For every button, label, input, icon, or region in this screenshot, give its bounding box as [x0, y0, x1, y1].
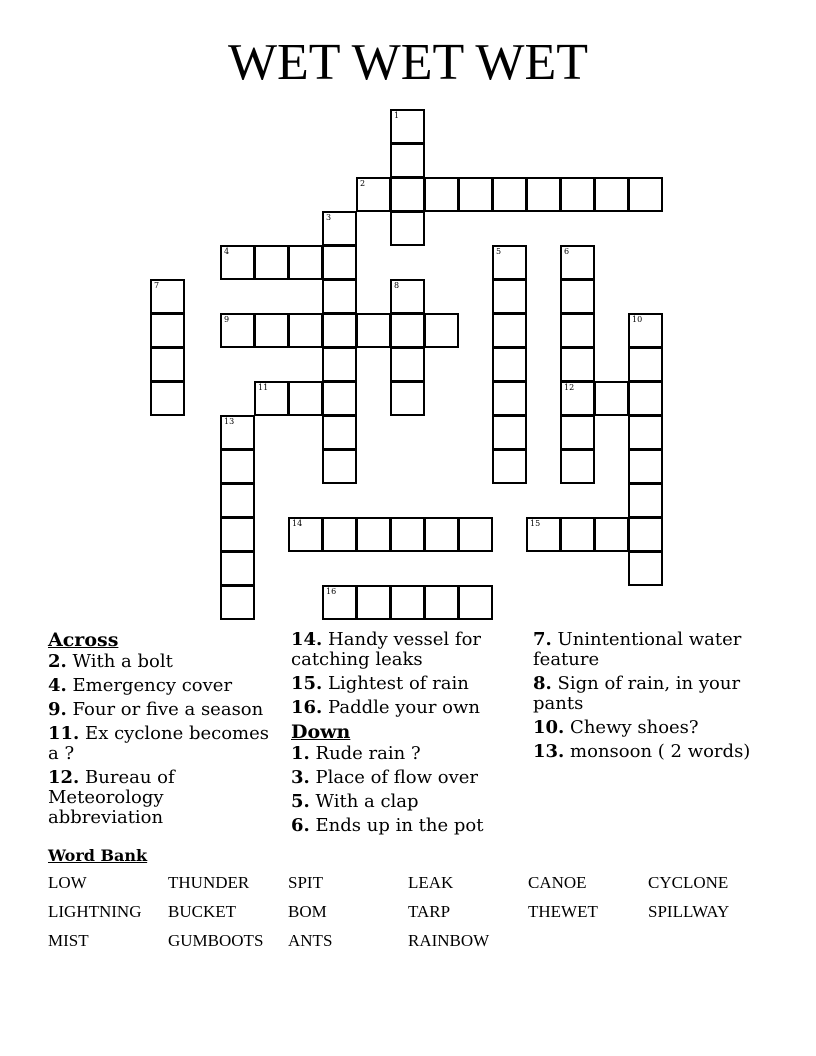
clue [48, 652, 284, 672]
grid-cell[interactable] [390, 585, 425, 620]
grid-cell[interactable] [424, 517, 459, 552]
word-bank-item: CYCLONE [648, 873, 729, 892]
clue-number: 8 [394, 281, 400, 290]
clue-number: 1 [394, 111, 400, 120]
grid-cell[interactable] [628, 483, 663, 518]
grid-cell[interactable] [390, 347, 425, 382]
clue-text: With a clap [309, 791, 419, 812]
grid-cell[interactable] [322, 279, 357, 314]
grid-cell[interactable] [220, 517, 255, 552]
clue-text: Paddle your own [322, 697, 481, 718]
clue-number: 16. [291, 697, 323, 718]
word-bank-item: GUMBOOTS [168, 931, 264, 950]
grid-cell[interactable] [560, 517, 595, 552]
grid-cell[interactable] [424, 177, 459, 212]
grid-cell[interactable] [594, 381, 629, 416]
word-bank-item: SPIT [288, 873, 323, 892]
clue-number: 15. [291, 673, 323, 694]
clue-number: 4. [48, 675, 67, 696]
grid-cell[interactable] [492, 415, 527, 450]
grid-cell[interactable] [356, 313, 391, 348]
clue-number: 4 [224, 247, 230, 256]
clue-number: 8. [533, 673, 552, 694]
grid-cell[interactable] [322, 381, 357, 416]
grid-cell[interactable] [288, 245, 323, 280]
grid-cell[interactable] [220, 551, 255, 586]
grid-cell[interactable] [254, 381, 289, 416]
clue-text: Ends up in the pot [309, 815, 484, 836]
grid-cell[interactable] [390, 143, 425, 178]
clue-text: Chewy shoes? [564, 717, 699, 738]
grid-cell[interactable] [628, 415, 663, 450]
clue [533, 718, 769, 738]
clue [291, 792, 511, 812]
clue-number: 7 [154, 281, 160, 290]
clue-text: Unintentional water feature [533, 629, 742, 670]
grid-cell[interactable] [390, 177, 425, 212]
clue-number: 5. [291, 791, 310, 812]
grid-cell[interactable] [560, 415, 595, 450]
grid-cell[interactable] [220, 483, 255, 518]
down-clues-col3 [533, 630, 769, 766]
clue-number: 9 [224, 315, 230, 324]
grid-cell[interactable] [322, 211, 357, 246]
grid-cell[interactable] [492, 381, 527, 416]
clue [48, 676, 284, 696]
clue-number: 14 [292, 519, 303, 528]
grid-cell[interactable] [560, 347, 595, 382]
grid-cell[interactable] [390, 279, 425, 314]
grid-cell[interactable] [628, 347, 663, 382]
grid-cell[interactable] [254, 313, 289, 348]
grid-cell[interactable] [220, 245, 255, 280]
grid-cell[interactable] [220, 585, 255, 620]
grid-cell[interactable] [492, 449, 527, 484]
grid-cell[interactable] [356, 585, 391, 620]
grid-cell[interactable] [492, 313, 527, 348]
grid-cell[interactable] [322, 347, 357, 382]
clue-number: 9. [48, 699, 67, 720]
clue [291, 816, 511, 836]
grid-cell[interactable] [390, 517, 425, 552]
grid-cell[interactable] [288, 381, 323, 416]
clues-col2 [291, 630, 511, 840]
clue-number: 1. [291, 743, 310, 764]
clue-number: 11 [258, 383, 269, 392]
grid-cell[interactable] [322, 415, 357, 450]
grid-cell[interactable] [390, 109, 425, 144]
grid-cell[interactable] [150, 381, 185, 416]
grid-cell[interactable] [560, 313, 595, 348]
grid-cell[interactable] [628, 551, 663, 586]
grid-cell[interactable] [526, 177, 561, 212]
clue-number: 6. [291, 815, 310, 836]
clue-text: Bureau of Meteorology abbreviation [48, 767, 175, 828]
clue [533, 742, 769, 762]
grid-cell[interactable] [322, 245, 357, 280]
word-bank-item: RAINBOW [408, 931, 490, 950]
word-bank-item: MIST [48, 931, 89, 950]
word-bank-item: SPILLWAY [648, 902, 730, 921]
grid-cell[interactable] [390, 313, 425, 348]
grid-cell[interactable] [220, 313, 255, 348]
grid-cell[interactable] [288, 517, 323, 552]
clue-number: 15 [530, 519, 541, 528]
grid-cell[interactable] [424, 585, 459, 620]
clue-number: 5 [496, 247, 502, 256]
grid-cell[interactable] [356, 517, 391, 552]
grid-cell[interactable] [628, 313, 663, 348]
clue [291, 630, 511, 670]
clue [291, 768, 511, 788]
clue-number: 14. [291, 629, 323, 650]
clue-number: 16 [326, 587, 337, 596]
clue-text: With a bolt [66, 651, 173, 672]
clue [291, 674, 511, 694]
word-bank-item: CANOE [528, 873, 587, 892]
clue [533, 674, 769, 714]
grid-cell[interactable] [424, 313, 459, 348]
clue-number: 12. [48, 767, 80, 788]
clue-text: monsoon ( 2 words) [564, 741, 751, 762]
grid-cell[interactable] [322, 313, 357, 348]
grid-cell[interactable] [628, 177, 663, 212]
clue [291, 698, 511, 718]
grid-cell[interactable] [322, 449, 357, 484]
grid-cell[interactable] [560, 381, 595, 416]
grid-cell[interactable] [628, 381, 663, 416]
grid-cell[interactable] [492, 279, 527, 314]
grid-cell[interactable] [458, 585, 493, 620]
grid-cell[interactable] [560, 177, 595, 212]
word-bank-item: TARP [408, 902, 451, 921]
grid-cell[interactable] [492, 245, 527, 280]
grid-cell[interactable] [458, 517, 493, 552]
word-bank-item: THEWET [528, 902, 598, 921]
grid-cell[interactable] [526, 517, 561, 552]
clue-number: 2. [48, 651, 67, 672]
clue-number: 2 [360, 179, 366, 188]
word-bank-item: BUCKET [168, 902, 236, 921]
clue-number: 12 [564, 383, 575, 392]
grid-cell[interactable] [288, 313, 323, 348]
word-bank-item: LEAK [408, 873, 454, 892]
clue-number: 3. [291, 767, 310, 788]
grid-cell[interactable] [356, 177, 391, 212]
clue-text: Place of flow over [309, 767, 479, 788]
clue-text: Four or five a season [66, 699, 264, 720]
across-clues-col1 [48, 630, 284, 832]
clue-text: Lightest of rain [322, 673, 469, 694]
across-heading: Across [48, 629, 119, 651]
puzzle-title: WET WET WET [227, 34, 589, 91]
grid-cell[interactable] [492, 347, 527, 382]
clue-text: Sign of rain, in your pants [533, 673, 741, 714]
grid-cell[interactable] [150, 313, 185, 348]
clue-number: 11. [48, 723, 80, 744]
grid-cell[interactable] [492, 177, 527, 212]
grid-cell[interactable] [560, 245, 595, 280]
word-bank-item: LOW [48, 873, 87, 892]
clue-number: 10 [632, 315, 643, 324]
clue [48, 724, 284, 764]
grid-cell[interactable] [594, 177, 629, 212]
grid-cell[interactable] [560, 449, 595, 484]
clue-text: Ex cyclone becomes a ? [48, 723, 270, 764]
clue-number: 6 [564, 247, 570, 256]
clue [48, 768, 284, 828]
word-bank-item: LIGHTNING [48, 902, 142, 921]
clue-number: 3 [326, 213, 332, 222]
grid-cell[interactable] [150, 347, 185, 382]
word-bank-item: BOM [288, 902, 327, 921]
word-bank-item: ANTS [288, 931, 333, 950]
grid-cell[interactable] [628, 449, 663, 484]
grid-cell[interactable] [322, 517, 357, 552]
clue-text: Handy vessel for catching leaks [291, 629, 482, 670]
clue-number: 13 [224, 417, 235, 426]
clue-number: 13. [533, 741, 565, 762]
grid-cell[interactable] [628, 517, 663, 552]
grid-cell[interactable] [150, 279, 185, 314]
grid-cell[interactable] [254, 245, 289, 280]
grid-cell[interactable] [220, 415, 255, 450]
grid-cell[interactable] [322, 585, 357, 620]
clue [291, 744, 511, 764]
grid-cell[interactable] [594, 517, 629, 552]
grid-cell[interactable] [560, 279, 595, 314]
clue-number: 7. [533, 629, 552, 650]
grid-cell[interactable] [390, 211, 425, 246]
word-bank-item: THUNDER [168, 873, 250, 892]
word-bank-title: Word Bank [48, 846, 148, 865]
clue [48, 700, 284, 720]
clue-text: Emergency cover [66, 675, 233, 696]
grid-cell[interactable] [390, 381, 425, 416]
down-heading: Down [291, 721, 351, 743]
clue-number: 10. [533, 717, 565, 738]
grid-cell[interactable] [220, 449, 255, 484]
clue-text: Rude rain ? [309, 743, 421, 764]
grid-cell[interactable] [458, 177, 493, 212]
word-bank [48, 873, 768, 951]
clue [533, 630, 769, 670]
